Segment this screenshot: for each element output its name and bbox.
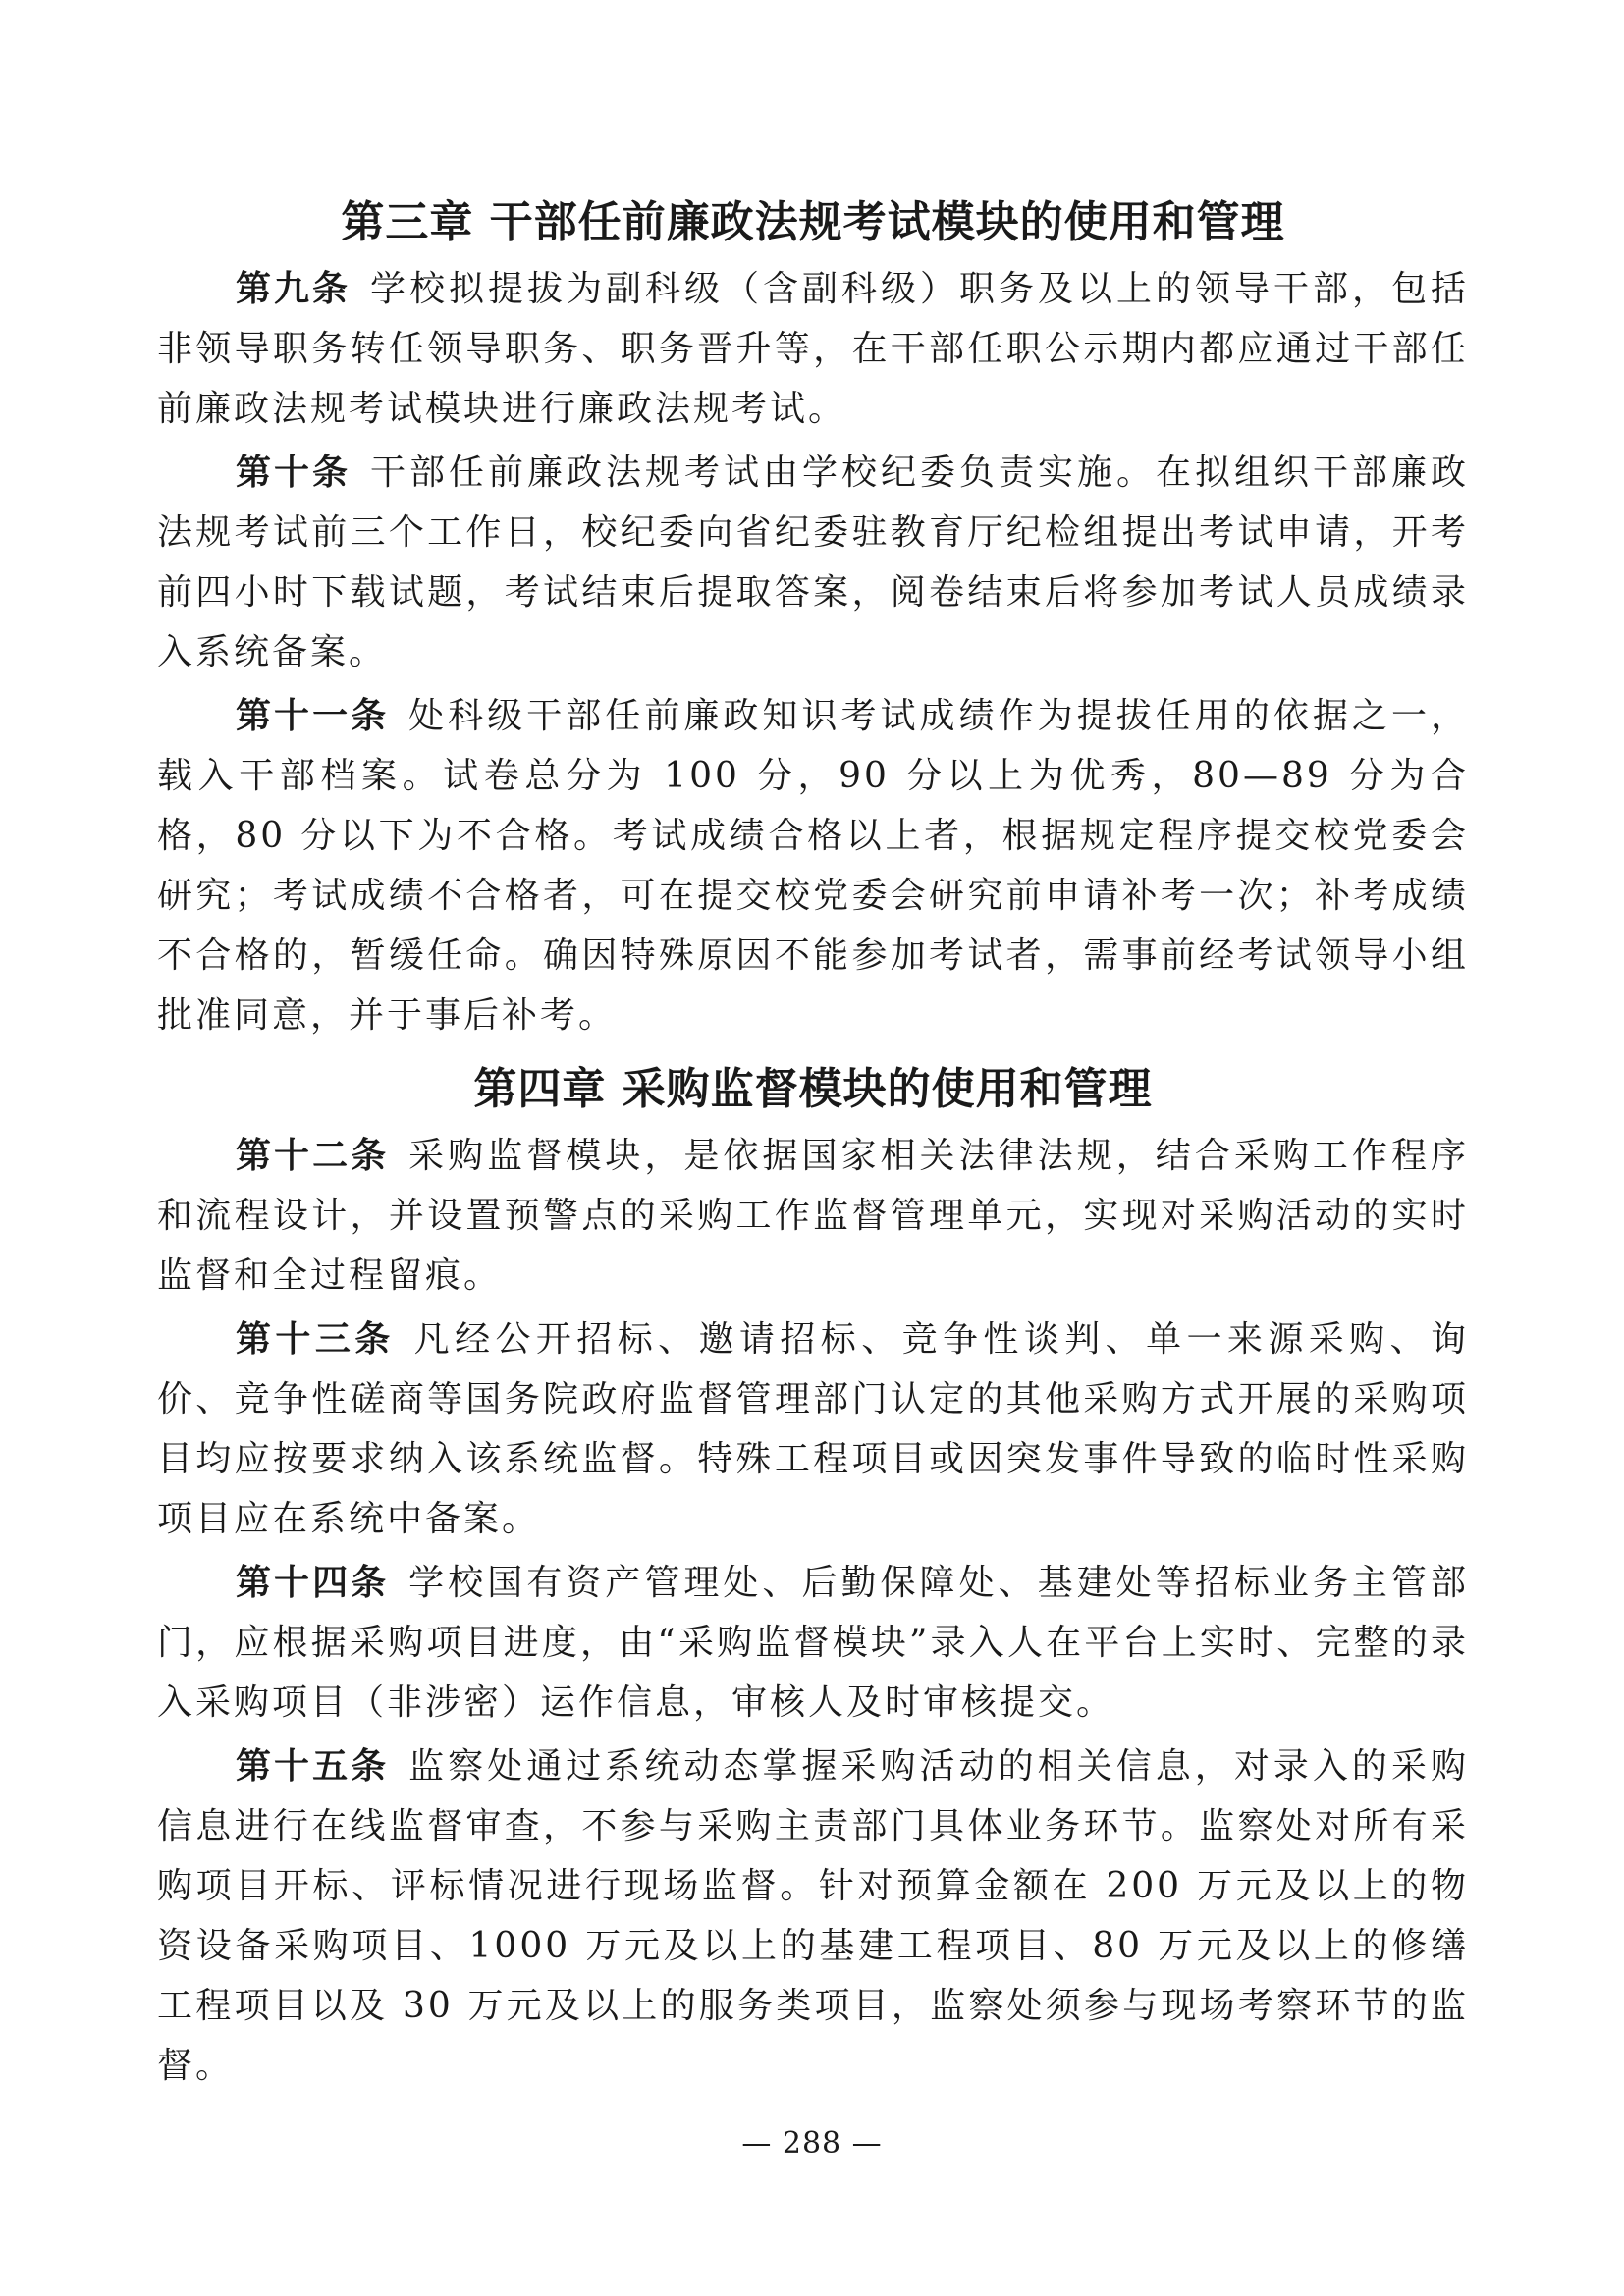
article-10-label: 第十条 xyxy=(236,453,351,493)
article-9 xyxy=(157,259,1469,439)
chapter-3-title: 第三章 干部任前廉政法规考试模块的使用和管理 xyxy=(341,197,1285,247)
article-13-label: 第十三条 xyxy=(236,1319,395,1360)
page-number: — 288 — xyxy=(741,2126,883,2161)
article-11-label: 第十一条 xyxy=(236,696,390,736)
article-12 xyxy=(157,1126,1469,1306)
article-12-text: 采购监督模块，是依据国家相关法律法规，结合采购工作程序和流程设计，并设置预警点的采购工作监督管理单元，实现对采购活动的实时监督和全过程留痕。 xyxy=(157,1136,1469,1296)
article-14 xyxy=(157,1553,1469,1733)
document-page xyxy=(157,192,1469,2100)
chapter-4-title: 第四章 采购监督模块的使用和管理 xyxy=(473,1064,1153,1114)
article-15-label: 第十五条 xyxy=(236,1746,390,1787)
article-15-text: 监察处通过系统动态掌握采购活动的相关信息，对录入的采购信息进行在线监督审查，不参与采购主责部门具体业务环节。监察处对所有采购项目开标、评标情况进行现场监督。针对预算金额在 200 万元及以上的物资设备采购项目、1000 万元及以上的基建工程项目、80 万元及以上的修缮工程项目以及 30 万元及以上的服务类项目，监察处须参与现场考察环节的监督。 xyxy=(157,1746,1469,2086)
article-9-text: 学校拟提拔为副科级（含副科级）职务及以上的领导干部，包括非领导职务转任领导职务、职务晋升等，在干部任职公示期内都应通过干部任前廉政法规考试模块进行廉政法规考试。 xyxy=(157,269,1469,429)
article-11-text: 处科级干部任前廉政知识考试成绩作为提拔任用的依据之一，载入干部档案。试卷总分为 100 分，90 分以上为优秀，80—89 分为合格，80 分以下为不合格。考试成绩合格以上者，根据规定程序提交校党委会研究；考试成绩不合格者，可在提交校党委会研究前申请补考一次；补考成绩不合格的，暂缓任命。确因特殊原因不能参加考试者，需事前经考试领导小组批准同意，并于事后补考。 xyxy=(157,696,1469,1036)
article-15 xyxy=(157,1736,1469,2096)
article-13-text: 凡经公开招标、邀请招标、竞争性谈判、单一来源采购、询价、竞争性磋商等国务院政府监督管理部门认定的其他采购方式开展的采购项目均应按要求纳入该系统监督。特殊工程项目或因突发事件导致的临时性采购项目应在系统中备案。 xyxy=(157,1319,1469,1539)
article-9-label: 第九条 xyxy=(236,269,351,309)
article-12-label: 第十二条 xyxy=(236,1136,390,1176)
article-10-text: 干部任前廉政法规考试由学校纪委负责实施。在拟组织干部廉政法规考试前三个工作日，校纪委向省纪委驻教育厅纪检组提出考试申请，开考前四小时下载试题，考试结束后提取答案，阅卷结束后将参加考试人员成绩录入系统备案。 xyxy=(157,453,1469,672)
article-13 xyxy=(157,1309,1469,1549)
article-11 xyxy=(157,686,1469,1045)
article-14-text: 学校国有资产管理处、后勤保障处、基建处等招标业务主管部门，应根据采购项目进度，由“采购监督模块”录入人在平台上实时、完整的录入采购项目（非涉密）运作信息，审核人及时审核提交。 xyxy=(157,1563,1469,1723)
article-14-label: 第十四条 xyxy=(236,1563,390,1603)
article-10 xyxy=(157,443,1469,682)
